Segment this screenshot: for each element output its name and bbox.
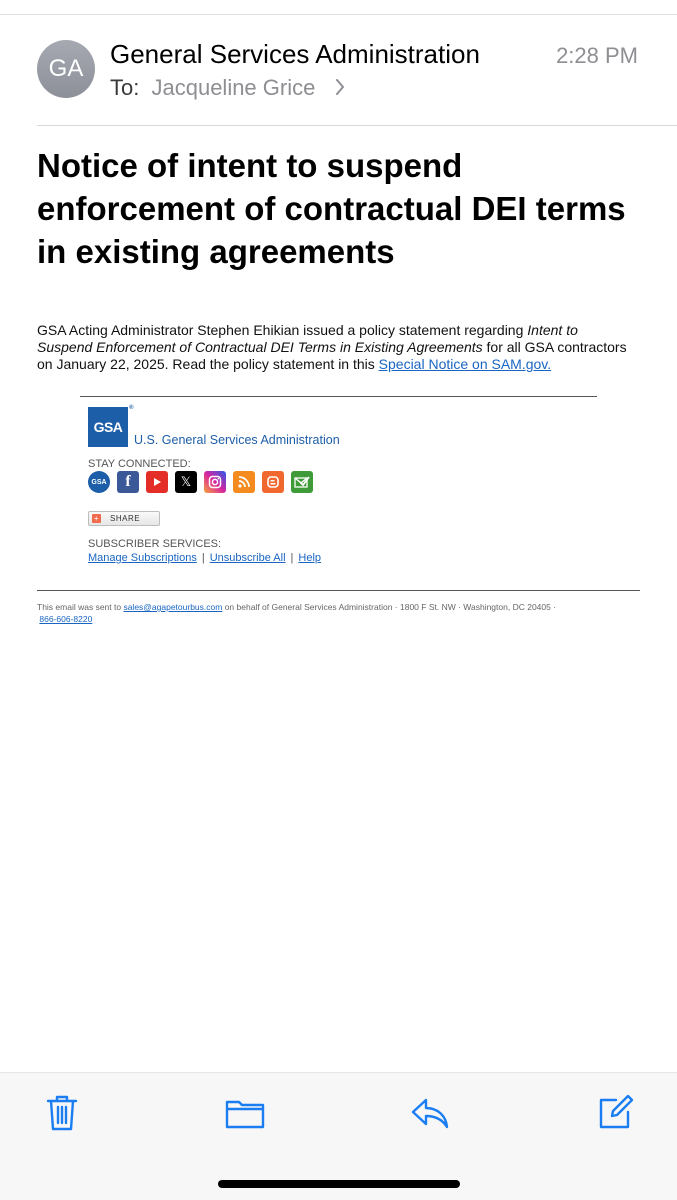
sender-avatar[interactable]: GA <box>37 40 95 98</box>
unsubscribe-all-link[interactable]: Unsubscribe All <box>209 552 286 564</box>
email-footer <box>37 601 637 625</box>
gsa-blog-icon[interactable]: GSA <box>88 471 110 493</box>
share-label: SHARE <box>110 514 141 523</box>
facebook-icon[interactable]: f <box>117 471 139 493</box>
govdelivery-icon[interactable] <box>291 471 313 493</box>
manage-subscriptions-link[interactable]: Manage Subscriptions <box>88 552 197 564</box>
to-label: To: <box>110 75 140 100</box>
footer-divider <box>37 590 640 591</box>
trash-icon[interactable] <box>44 1094 80 1132</box>
phone-link[interactable]: 866-606-8220 <box>39 614 93 624</box>
gsa-logo-text: GSA <box>93 419 123 435</box>
home-indicator[interactable] <box>218 1180 460 1188</box>
link-separator: | <box>201 552 205 564</box>
reply-icon[interactable] <box>410 1094 450 1132</box>
footer-text-2: on behalf of General Services Administration · 1800 F St. NW · Washington, DC 20405 · <box>222 602 557 612</box>
compose-icon[interactable] <box>596 1094 634 1132</box>
instagram-icon[interactable] <box>204 471 226 493</box>
sender-name[interactable]: General Services Administration <box>110 39 480 69</box>
folder-icon[interactable] <box>225 1094 265 1132</box>
stay-connected-label: STAY CONNECTED: <box>88 458 191 470</box>
body-italic-title: Intent to Suspend Enforcement of Contractual DEI Terms in Existing Agreements <box>37 322 578 355</box>
youtube-icon[interactable] <box>146 471 168 493</box>
email-subject: Notice of intent to suspend enforcement of contractual DEI terms in existing agreements <box>37 147 626 270</box>
plus-icon: + <box>93 514 100 523</box>
content-divider <box>80 396 597 397</box>
sam-notice-link[interactable]: Special Notice on SAM.gov. <box>378 356 552 372</box>
chevron-right-icon[interactable] <box>335 75 345 100</box>
footer-text-1: This email was sent to <box>37 602 124 612</box>
email-body <box>37 322 637 373</box>
top-divider <box>0 14 677 15</box>
help-link[interactable]: Help <box>298 552 322 564</box>
recipient-email-link[interactable]: sales@agapetourbus.com <box>123 602 223 612</box>
received-time: 2:28 PM <box>556 43 638 68</box>
gsa-agency-name: U.S. General Services Administration <box>134 433 340 447</box>
rss-icon[interactable] <box>233 471 255 493</box>
link-separator: | <box>290 552 294 564</box>
subscriber-services-label: SUBSCRIBER SERVICES: <box>88 538 222 550</box>
gsa-logo[interactable] <box>88 405 133 447</box>
social-icons-row <box>88 471 313 493</box>
recipient-name[interactable]: Jacqueline Grice <box>151 75 316 100</box>
subscriber-links <box>88 552 321 564</box>
share-button[interactable] <box>88 511 160 526</box>
trademark-mark: ® <box>129 405 133 411</box>
blog-icon[interactable] <box>262 471 284 493</box>
body-text-1: GSA Acting Administrator Stephen Ehikian issued a policy statement regarding <box>37 322 528 338</box>
x-icon[interactable]: 𝕏 <box>175 471 197 493</box>
body-text-2: for all GSA contractors on January 22, 2025. Read the policy statement in this <box>37 339 627 372</box>
header-divider <box>37 125 677 126</box>
recipient-line[interactable] <box>110 75 345 101</box>
